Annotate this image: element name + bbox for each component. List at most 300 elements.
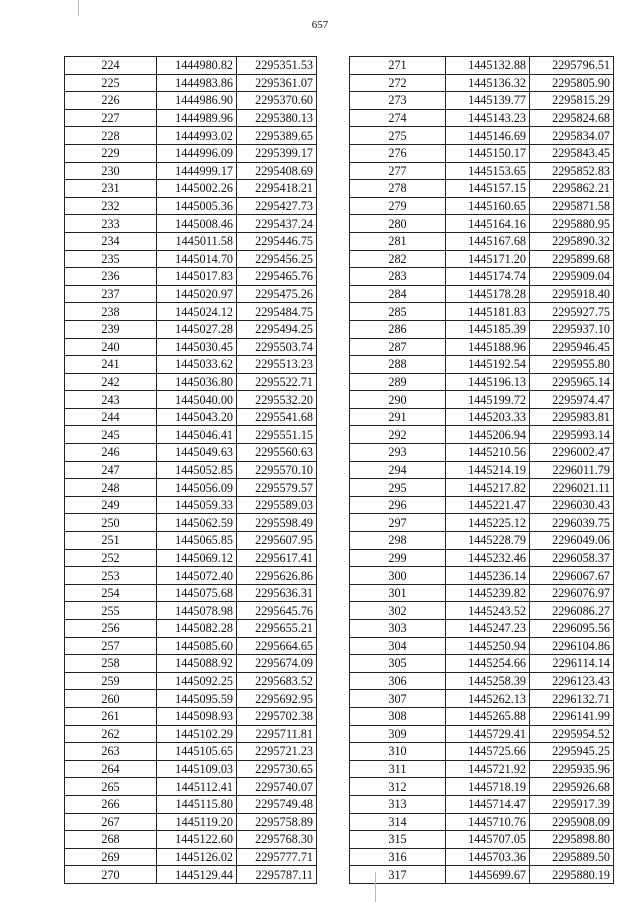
point-number-cell: 289 [350,373,446,391]
page-number: 657 [311,19,329,31]
x-coordinate-cell: 1445072.40 [157,567,237,585]
table-row [65,232,317,250]
table-row [350,74,614,92]
point-number-cell: 253 [65,567,157,585]
point-number-cell: 299 [350,549,446,567]
y-coordinate-cell: 2296039.75 [530,514,614,532]
x-coordinate-cell: 1445082.28 [157,620,237,638]
table-row [65,180,317,198]
point-number-cell: 316 [350,848,446,866]
x-coordinate-cell: 1445729.41 [446,725,530,743]
x-coordinate-cell: 1445129.44 [157,866,237,884]
table-row [65,479,317,497]
table-row [65,338,317,356]
y-coordinate-cell: 2295889.50 [530,848,614,866]
point-number-cell: 259 [65,672,157,690]
y-coordinate-cell: 2296011.79 [530,461,614,479]
y-coordinate-cell: 2295749.48 [237,795,317,813]
x-coordinate-cell: 1445167.68 [446,232,530,250]
x-coordinate-cell: 1445132.88 [446,57,530,75]
y-coordinate-cell: 2295815.29 [530,92,614,110]
table-row [350,215,614,233]
y-coordinate-cell: 2295579.57 [237,479,317,497]
point-number-cell: 235 [65,250,157,268]
table-row [350,197,614,215]
x-coordinate-cell: 1445092.25 [157,672,237,690]
x-coordinate-cell: 1445714.47 [446,795,530,813]
y-coordinate-cell: 2295909.04 [530,268,614,286]
table-row [65,760,317,778]
x-coordinate-cell: 1445056.09 [157,479,237,497]
x-coordinate-cell: 1445146.69 [446,127,530,145]
x-coordinate-cell: 1445109.03 [157,760,237,778]
table-row [65,109,317,127]
table-row [350,144,614,162]
point-number-cell: 290 [350,391,446,409]
table-row [350,831,614,849]
y-coordinate-cell: 2295389.65 [237,127,317,145]
y-coordinate-cell: 2295805.90 [530,74,614,92]
table-row [350,672,614,690]
y-coordinate-cell: 2295777.71 [237,848,317,866]
point-number-cell: 268 [65,831,157,849]
table-row [65,461,317,479]
table-row [350,461,614,479]
x-coordinate-cell: 1445027.28 [157,320,237,338]
point-number-cell: 227 [65,109,157,127]
point-number-cell: 279 [350,197,446,215]
y-coordinate-cell: 2296030.43 [530,496,614,514]
x-coordinate-cell: 1445210.56 [446,444,530,462]
x-coordinate-cell: 1445008.46 [157,215,237,233]
point-number-cell: 308 [350,707,446,725]
table-row [350,109,614,127]
table-row [65,637,317,655]
point-number-cell: 240 [65,338,157,356]
y-coordinate-cell: 2295824.68 [530,109,614,127]
table-row [350,92,614,110]
y-coordinate-cell: 2295626.86 [237,567,317,585]
y-coordinate-cell: 2296123.43 [530,672,614,690]
x-coordinate-cell: 1445243.52 [446,602,530,620]
point-number-cell: 285 [350,303,446,321]
scan-edge-mark [78,0,79,16]
point-number-cell: 243 [65,391,157,409]
x-coordinate-cell: 1445098.93 [157,707,237,725]
x-coordinate-cell: 1445178.28 [446,285,530,303]
x-coordinate-cell: 1445005.36 [157,197,237,215]
x-coordinate-cell: 1445725.66 [446,743,530,761]
y-coordinate-cell: 2295456.25 [237,250,317,268]
point-number-cell: 303 [350,620,446,638]
point-number-cell: 260 [65,690,157,708]
point-number-cell: 317 [350,866,446,884]
y-coordinate-cell: 2295843.45 [530,144,614,162]
point-number-cell: 295 [350,479,446,497]
y-coordinate-cell: 2295983.81 [530,408,614,426]
x-coordinate-cell: 1445052.85 [157,461,237,479]
table-row [65,549,317,567]
table-row [350,57,614,75]
table-row [350,514,614,532]
x-coordinate-cell: 1444996.09 [157,144,237,162]
y-coordinate-cell: 2295541.68 [237,408,317,426]
y-coordinate-cell: 2295617.41 [237,549,317,567]
x-coordinate-cell: 1445703.36 [446,848,530,866]
table-row [65,215,317,233]
table-row [350,743,614,761]
table-row [65,268,317,286]
y-coordinate-cell: 2295796.51 [530,57,614,75]
point-number-cell: 226 [65,92,157,110]
point-number-cell: 230 [65,162,157,180]
table-row [65,303,317,321]
x-coordinate-cell: 1445030.45 [157,338,237,356]
table-row [350,303,614,321]
x-coordinate-cell: 1445188.96 [446,338,530,356]
point-number-cell: 242 [65,373,157,391]
table-row [350,127,614,145]
x-coordinate-cell: 1445199.72 [446,391,530,409]
point-number-cell: 273 [350,92,446,110]
y-coordinate-cell: 2295380.13 [237,109,317,127]
x-coordinate-cell: 1445164.16 [446,215,530,233]
table-row [350,813,614,831]
table-row [350,426,614,444]
x-coordinate-cell: 1445221.47 [446,496,530,514]
x-coordinate-cell: 1445225.12 [446,514,530,532]
y-coordinate-cell: 2295674.09 [237,655,317,673]
table-row [350,391,614,409]
table-row [65,602,317,620]
table-row [350,602,614,620]
y-coordinate-cell: 2295945.25 [530,743,614,761]
x-coordinate-cell: 1445174.74 [446,268,530,286]
x-coordinate-cell: 1445150.17 [446,144,530,162]
table-row [350,620,614,638]
point-number-cell: 292 [350,426,446,444]
table-row [65,496,317,514]
x-coordinate-cell: 1445069.12 [157,549,237,567]
x-coordinate-cell: 1445024.12 [157,303,237,321]
x-coordinate-cell: 1445721.92 [446,760,530,778]
x-coordinate-cell: 1445217.82 [446,479,530,497]
x-coordinate-cell: 1445115.80 [157,795,237,813]
table-row [350,760,614,778]
point-number-cell: 236 [65,268,157,286]
table-row [65,74,317,92]
y-coordinate-cell: 2296058.37 [530,549,614,567]
y-coordinate-cell: 2295418.21 [237,180,317,198]
point-number-cell: 249 [65,496,157,514]
x-coordinate-cell: 1445112.41 [157,778,237,796]
table-row [350,532,614,550]
point-number-cell: 258 [65,655,157,673]
y-coordinate-cell: 2295484.75 [237,303,317,321]
table-row [65,831,317,849]
y-coordinate-cell: 2296049.06 [530,532,614,550]
y-coordinate-cell: 2296076.97 [530,584,614,602]
y-coordinate-cell: 2295532.20 [237,391,317,409]
y-coordinate-cell: 2295664.65 [237,637,317,655]
point-number-cell: 244 [65,408,157,426]
x-coordinate-cell: 1444986.90 [157,92,237,110]
point-number-cell: 241 [65,356,157,374]
table-row [65,57,317,75]
point-number-cell: 232 [65,197,157,215]
point-number-cell: 275 [350,127,446,145]
y-coordinate-cell: 2295446.75 [237,232,317,250]
point-number-cell: 228 [65,127,157,145]
point-number-cell: 256 [65,620,157,638]
y-coordinate-cell: 2295361.07 [237,74,317,92]
y-coordinate-cell: 2295834.07 [530,127,614,145]
x-coordinate-cell: 1445002.26 [157,180,237,198]
x-coordinate-cell: 1445059.33 [157,496,237,514]
y-coordinate-cell: 2295683.52 [237,672,317,690]
point-number-cell: 250 [65,514,157,532]
x-coordinate-cell: 1445085.60 [157,637,237,655]
x-coordinate-cell: 1445088.92 [157,655,237,673]
y-coordinate-cell: 2296114.14 [530,655,614,673]
x-coordinate-cell: 1445153.65 [446,162,530,180]
point-number-cell: 281 [350,232,446,250]
y-coordinate-cell: 2295880.95 [530,215,614,233]
x-coordinate-cell: 1445185.39 [446,320,530,338]
y-coordinate-cell: 2295880.19 [530,866,614,884]
point-number-cell: 312 [350,778,446,796]
table-row [65,250,317,268]
point-number-cell: 267 [65,813,157,831]
y-coordinate-cell: 2295937.10 [530,320,614,338]
table-row [350,637,614,655]
x-coordinate-cell: 1445119.20 [157,813,237,831]
x-coordinate-cell: 1445126.02 [157,848,237,866]
table-row [65,795,317,813]
point-number-cell: 237 [65,285,157,303]
point-number-cell: 225 [65,74,157,92]
x-coordinate-cell: 1445062.59 [157,514,237,532]
table-row [350,180,614,198]
table-row [65,813,317,831]
x-coordinate-cell: 1445250.94 [446,637,530,655]
point-number-cell: 291 [350,408,446,426]
x-coordinate-cell: 1445247.23 [446,620,530,638]
x-coordinate-cell: 1445105.65 [157,743,237,761]
point-number-cell: 270 [65,866,157,884]
x-coordinate-cell: 1444993.02 [157,127,237,145]
point-number-cell: 314 [350,813,446,831]
table-row [350,479,614,497]
table-row [65,127,317,145]
point-number-cell: 287 [350,338,446,356]
y-coordinate-cell: 2295935.96 [530,760,614,778]
y-coordinate-cell: 2295898.80 [530,831,614,849]
table-row [65,426,317,444]
table-row [350,408,614,426]
table-row [350,584,614,602]
point-number-cell: 309 [350,725,446,743]
point-number-cell: 255 [65,602,157,620]
x-coordinate-cell: 1444983.86 [157,74,237,92]
y-coordinate-cell: 2295711.81 [237,725,317,743]
y-coordinate-cell: 2295852.83 [530,162,614,180]
y-coordinate-cell: 2295465.76 [237,268,317,286]
point-number-cell: 261 [65,707,157,725]
table-row [65,444,317,462]
point-number-cell: 233 [65,215,157,233]
y-coordinate-cell: 2296132.71 [530,690,614,708]
table-row [65,584,317,602]
table-row [65,514,317,532]
x-coordinate-cell: 1445206.94 [446,426,530,444]
x-coordinate-cell: 1444980.82 [157,57,237,75]
y-coordinate-cell: 2296021.11 [530,479,614,497]
point-number-cell: 274 [350,109,446,127]
y-coordinate-cell: 2295513.23 [237,356,317,374]
point-number-cell: 231 [65,180,157,198]
point-number-cell: 263 [65,743,157,761]
point-number-cell: 262 [65,725,157,743]
point-number-cell: 313 [350,795,446,813]
point-number-cell: 278 [350,180,446,198]
table-row [65,866,317,884]
point-number-cell: 315 [350,831,446,849]
x-coordinate-cell: 1445017.83 [157,268,237,286]
point-number-cell: 300 [350,567,446,585]
point-number-cell: 247 [65,461,157,479]
y-coordinate-cell: 2295607.95 [237,532,317,550]
y-coordinate-cell: 2295993.14 [530,426,614,444]
point-number-cell: 283 [350,268,446,286]
point-number-cell: 277 [350,162,446,180]
y-coordinate-cell: 2295494.25 [237,320,317,338]
point-number-cell: 239 [65,320,157,338]
table-row [65,532,317,550]
x-coordinate-cell: 1445214.19 [446,461,530,479]
x-coordinate-cell: 1445065.85 [157,532,237,550]
y-coordinate-cell: 2295551.15 [237,426,317,444]
x-coordinate-cell: 1445102.29 [157,725,237,743]
point-number-cell: 282 [350,250,446,268]
point-number-cell: 257 [65,637,157,655]
table-row [350,232,614,250]
y-coordinate-cell: 2295758.89 [237,813,317,831]
x-coordinate-cell: 1445078.98 [157,602,237,620]
y-coordinate-cell: 2296141.99 [530,707,614,725]
table-row [350,320,614,338]
table-row [65,672,317,690]
y-coordinate-cell: 2295918.40 [530,285,614,303]
point-number-cell: 224 [65,57,157,75]
y-coordinate-cell: 2295730.65 [237,760,317,778]
table-row [65,848,317,866]
y-coordinate-cell: 2296086.27 [530,602,614,620]
x-coordinate-cell: 1445699.67 [446,866,530,884]
point-number-cell: 297 [350,514,446,532]
point-number-cell: 302 [350,602,446,620]
x-coordinate-cell: 1444999.17 [157,162,237,180]
x-coordinate-cell: 1445139.77 [446,92,530,110]
x-coordinate-cell: 1445265.88 [446,707,530,725]
y-coordinate-cell: 2295890.32 [530,232,614,250]
x-coordinate-cell: 1445011.58 [157,232,237,250]
point-number-cell: 229 [65,144,157,162]
x-coordinate-cell: 1445075.68 [157,584,237,602]
y-coordinate-cell: 2295570.10 [237,461,317,479]
point-number-cell: 254 [65,584,157,602]
table-row [350,549,614,567]
x-coordinate-cell: 1445171.20 [446,250,530,268]
x-coordinate-cell: 1445046.41 [157,426,237,444]
point-number-cell: 251 [65,532,157,550]
y-coordinate-cell: 2295598.49 [237,514,317,532]
x-coordinate-cell: 1445718.19 [446,778,530,796]
point-number-cell: 296 [350,496,446,514]
x-coordinate-cell: 1445143.23 [446,109,530,127]
y-coordinate-cell: 2295702.38 [237,707,317,725]
point-number-cell: 265 [65,778,157,796]
point-number-cell: 311 [350,760,446,778]
y-coordinate-cell: 2295899.68 [530,250,614,268]
table-row [65,320,317,338]
point-number-cell: 286 [350,320,446,338]
y-coordinate-cell: 2295522.71 [237,373,317,391]
table-row [65,373,317,391]
point-number-cell: 234 [65,232,157,250]
point-number-cell: 269 [65,848,157,866]
point-number-cell: 310 [350,743,446,761]
x-coordinate-cell: 1445239.82 [446,584,530,602]
point-number-cell: 252 [65,549,157,567]
x-coordinate-cell: 1445043.20 [157,408,237,426]
table-row [350,285,614,303]
point-number-cell: 288 [350,356,446,374]
table-row [350,795,614,813]
table-row [350,356,614,374]
y-coordinate-cell: 2295437.24 [237,215,317,233]
x-coordinate-cell: 1445236.14 [446,567,530,585]
table-row [350,496,614,514]
point-number-cell: 245 [65,426,157,444]
point-number-cell: 304 [350,637,446,655]
point-number-cell: 276 [350,144,446,162]
y-coordinate-cell: 2296104.86 [530,637,614,655]
table-row [350,778,614,796]
x-coordinate-cell: 1445136.32 [446,74,530,92]
y-coordinate-cell: 2296095.56 [530,620,614,638]
point-number-cell: 306 [350,672,446,690]
point-number-cell: 293 [350,444,446,462]
y-coordinate-cell: 2295740.07 [237,778,317,796]
table-row [350,707,614,725]
y-coordinate-cell: 2295351.53 [237,57,317,75]
x-coordinate-cell: 1445710.76 [446,813,530,831]
table-row [65,655,317,673]
x-coordinate-cell: 1445157.15 [446,180,530,198]
y-coordinate-cell: 2295954.52 [530,725,614,743]
x-coordinate-cell: 1445014.70 [157,250,237,268]
y-coordinate-cell: 2295636.31 [237,584,317,602]
table-row [350,373,614,391]
table-row [65,743,317,761]
table-row [350,444,614,462]
x-coordinate-cell: 1445049.63 [157,444,237,462]
coordinates-table-left [64,56,317,884]
x-coordinate-cell: 1445228.79 [446,532,530,550]
table-row [350,848,614,866]
x-coordinate-cell: 1444989.96 [157,109,237,127]
